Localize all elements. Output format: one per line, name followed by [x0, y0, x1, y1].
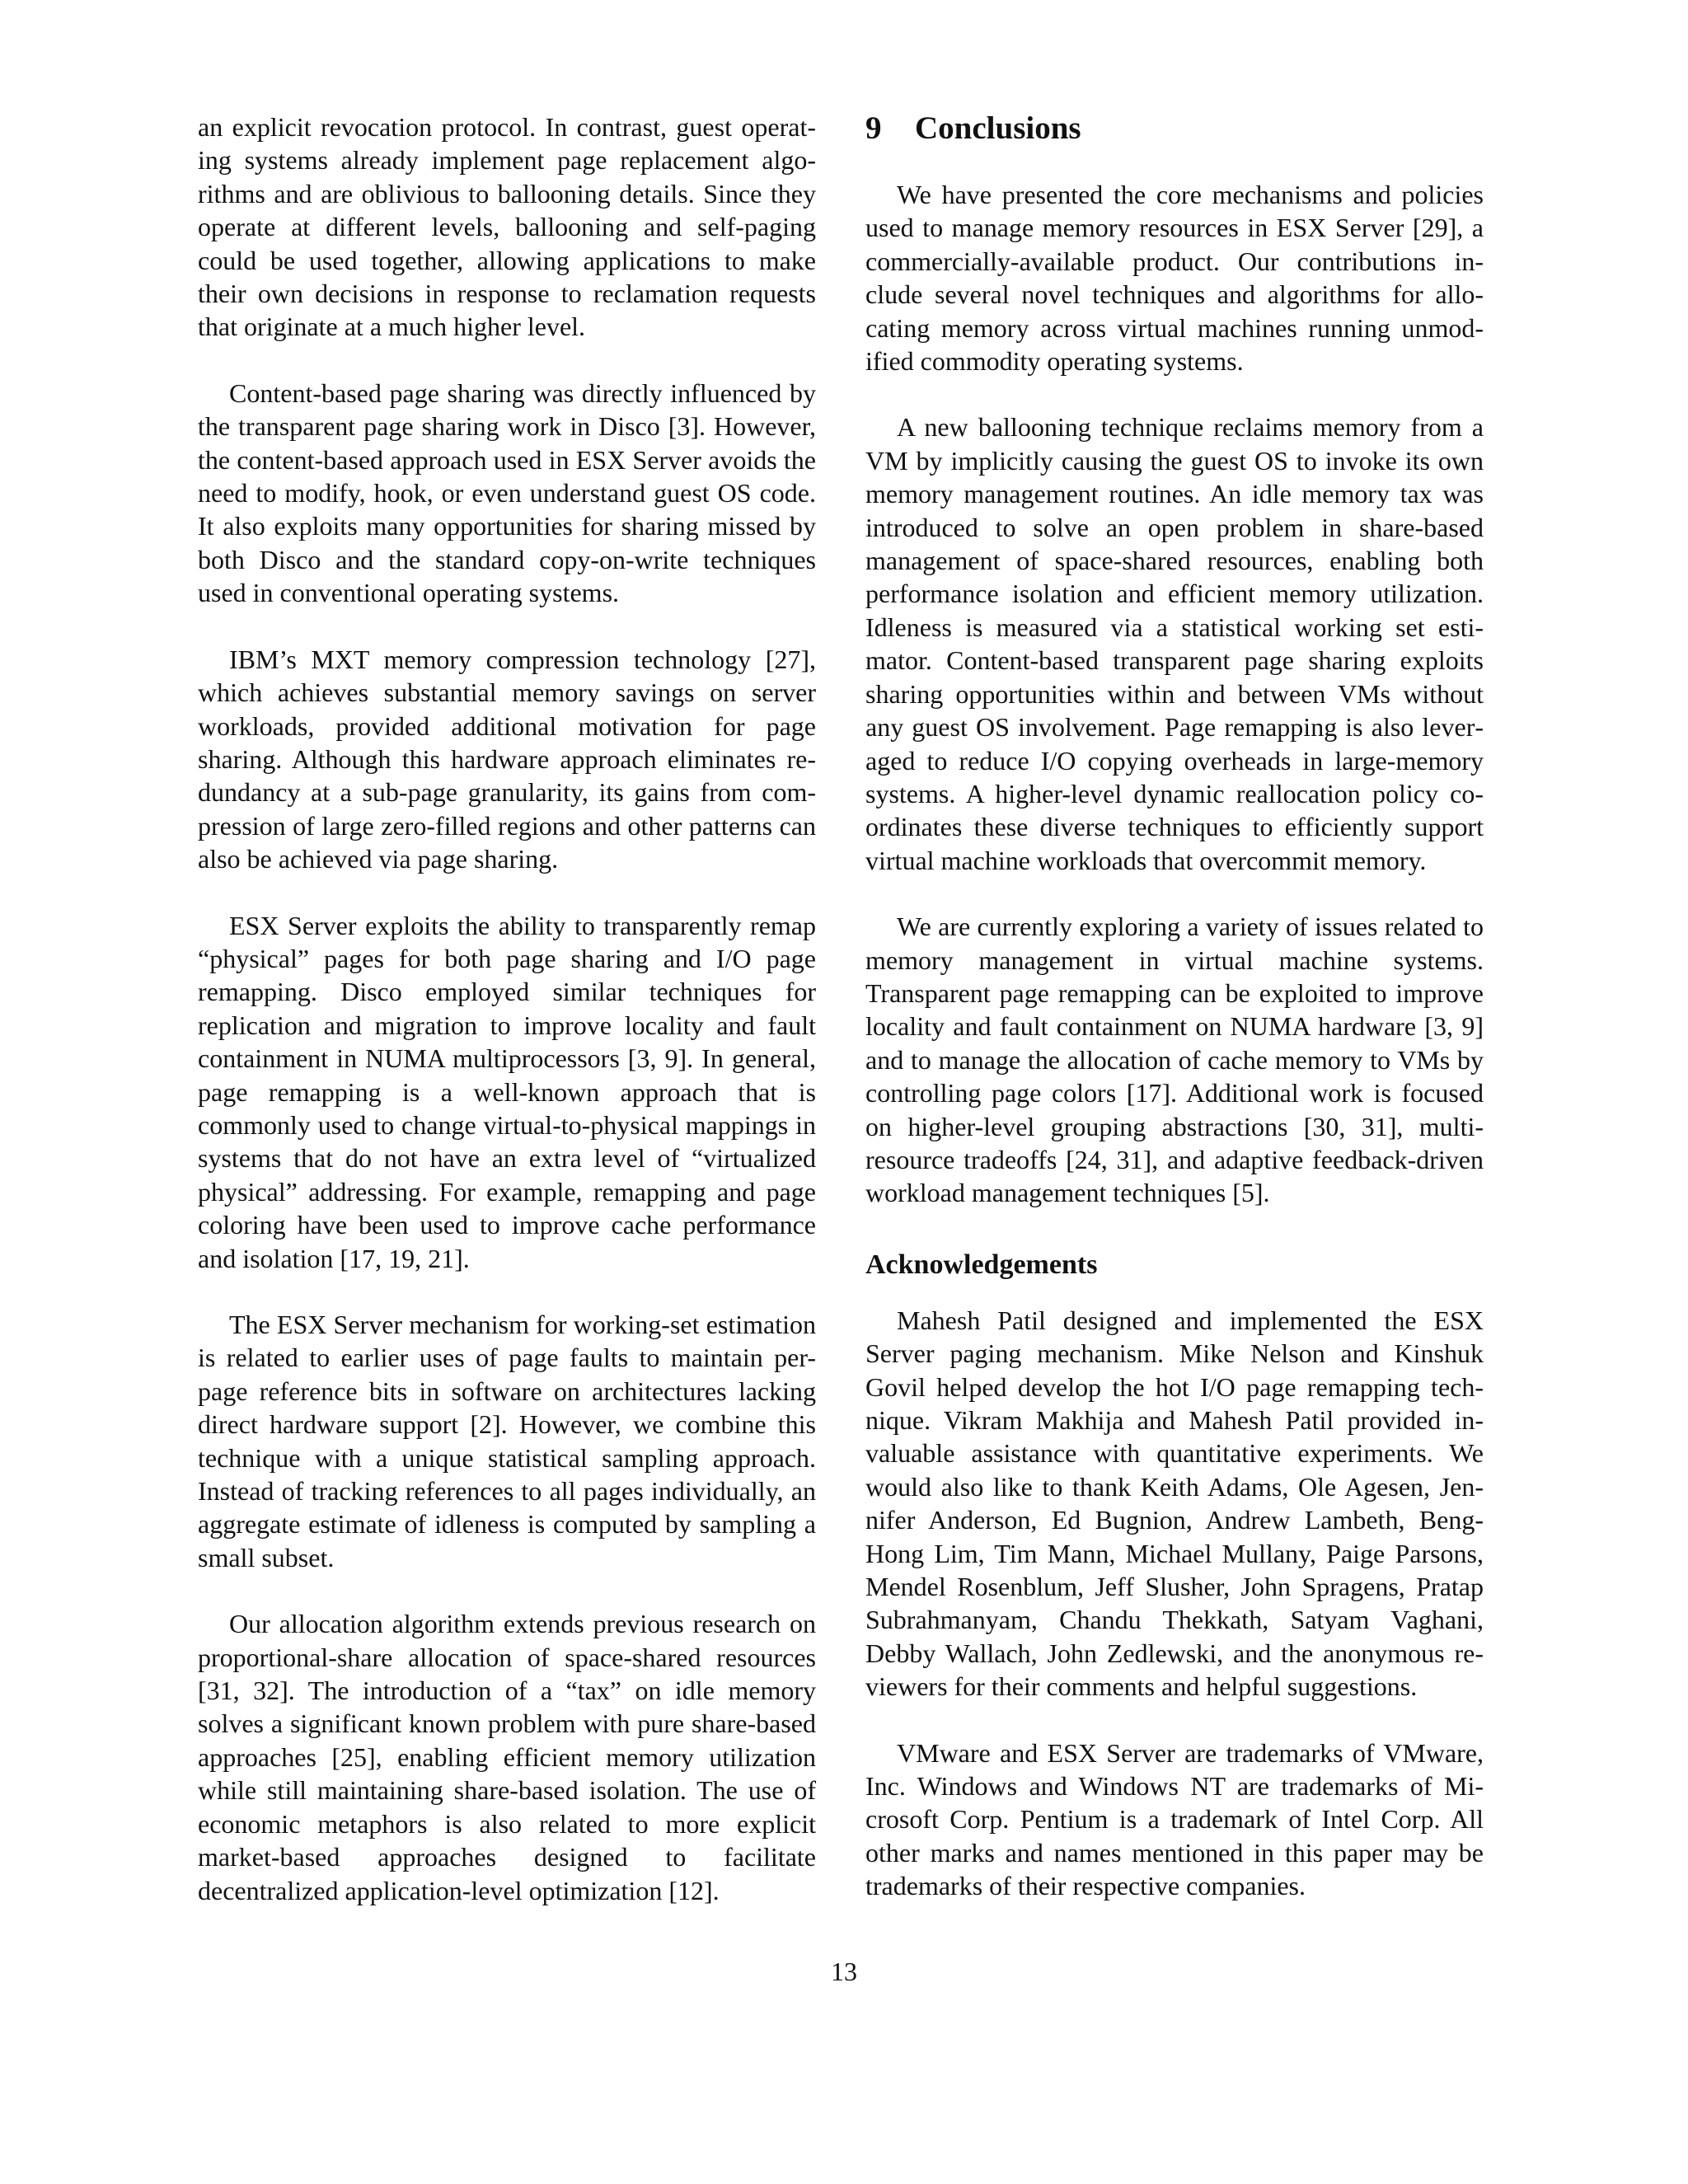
- related-work-paragraph-5: The ESX Server mechanism for working-set estimation is related to earlier uses of page faults to maintain per-page reference bits in software on architectures lacking direct hardware support [2]. However, we combine this technique with a unique statistical sampling approach. Instead of tracking references to all pages individually, an aggregate estimate of idleness is computed by sampling a small subset.: [198, 1310, 816, 1572]
- conclusions-heading: [865, 110, 1484, 147]
- acknowledgements-paragraph-2: VMware and ESX Server are trademarks of VMware, Inc. Windows and Windows NT are trademarks of Microsoft Corp. Pentium is a trademark of Intel Corp. All other marks and names mentioned in this paper may be trademarks of their respective companies.: [865, 1737, 1484, 1901]
- section-title: Conclusions: [915, 110, 1081, 146]
- related-work-paragraph-3: IBM’s MXT memory compression technology [27], which achieves substantial memory savings on server workloads, provided additional motivation for page sharing. Although this hardware approach eliminates redundancy at a sub-page granularity, its gains from compression of large zero-filled regions and other patterns can also be achieved via page sharing.: [198, 644, 816, 874]
- related-work-paragraph-2: Content-based page sharing was directly influenced by the transparent page sharing work in Disco [3]. However, the content-based approach used in ESX Server avoids the need to modify, hook, or even understand guest OS code. It also exploits many opportunities for sharing missed by both Disco and the standard copy-on-write techniques used in conventional operating systems.: [198, 377, 816, 608]
- left-column: [198, 110, 816, 1940]
- acknowledgements-paragraph-1: Mahesh Patil designed and implemented the ESX Server paging mechanism. Mike Nelson and Kinshuk Govil helped develop the hot I/O page remapping technique. Vikram Makhija and Mahesh Patil provided invaluable assistance with quantitative experiments. We would also like to thank Keith Adams, Ole Agesen, Jennifer Anderson, Ed Bugnion, Andrew Lambeth, Beng-Hong Lim, Tim Mann, Michael Mullany, Paige Parsons, Mendel Rosenblum, Jeff Slusher, John Spragens, Pratap Subrahmanyam, Chandu Thekkath, Satyam Vaghani, Debby Wallach, John Zedlewski, and the anonymous reviewers for their comments and helpful suggestions.: [865, 1305, 1484, 1702]
- page-number: 13: [831, 1957, 857, 1986]
- right-column: [865, 110, 1484, 1936]
- conclusions-paragraph-3: We are currently exploring a variety of issues related to memory management in virtual machine systems. Transparent page remapping can be exploited to improve locality and fault containment on NUMA hardware [3, 9] and to manage the allocation of cache memory to VMs by controlling page colors [17]. Additional work is focused on higher-level grouping abstractions [30, 31], multi-resource tradeoffs [24, 31], and adaptive feedback-driven workload management techniques [5].: [865, 912, 1484, 1208]
- related-work-paragraph-1: an explicit revocation protocol. In contrast, guest operating systems already implement page replacement algorithms and are oblivious to ballooning details. Since they operate at different levels, ballooning and self-paging could be used together, allowing applications to make their own decisions in response to reclamation requests that originate at a much higher level.: [198, 112, 816, 342]
- acknowledgements-heading: Acknowledgements: [865, 1249, 1098, 1280]
- conclusions-paragraph-2: A new ballooning technique reclaims memory from a VM by implicitly causing the guest OS to invoke its own memory management routines. An idle memory tax was introduced to solve an open problem in share-based management of space-shared resources, enabling both performance isolation and efficient memory utilization. Idleness is measured via a statistical working set estimator. Content-based transparent page sharing exploits sharing opportunities within and between VMs without any guest OS involvement. Page remapping is also leveraged to reduce I/O copying overheads in large-memory systems. A higher-level dynamic reallocation policy coordinates these diverse techniques to efficiently support virtual machine workloads that overcommit memory.: [865, 412, 1484, 875]
- conclusions-paragraph-1: We have presented the core mechanisms and policies used to manage memory resources in ESX Server [29], a commercially-available product. Our contributions include several novel techniques and algorithms for allocating memory across virtual machines running unmodified commodity operating systems.: [865, 180, 1484, 377]
- related-work-paragraph-4: ESX Server exploits the ability to transparently remap “physical” pages for both page sharing and I/O page remapping. Disco employed similar techniques for replication and migration to improve locality and fault containment in NUMA multiprocessors [3, 9]. In general, page remapping is a well-known approach that is commonly used to change virtual-to-physical mappings in systems that do not have an extra level of “virtualized physical” addressing. For example, remapping and page coloring have been used to improve cache performance and isolation [17, 19, 21].: [198, 910, 816, 1273]
- section-number: 9: [865, 110, 882, 146]
- related-work-paragraph-6: Our allocation algorithm extends previous research on proportional-share allocation of space-shared resources [31, 32]. The introduction of a “tax” on idle memory solves a significant known problem with pure share-based approaches [25], enabling efficient memory utilization while still maintaining share-based isolation. The use of economic metaphors is also related to more explicit market-based approaches designed to facilitate decentralized application-level optimization [12].: [198, 1609, 816, 1905]
